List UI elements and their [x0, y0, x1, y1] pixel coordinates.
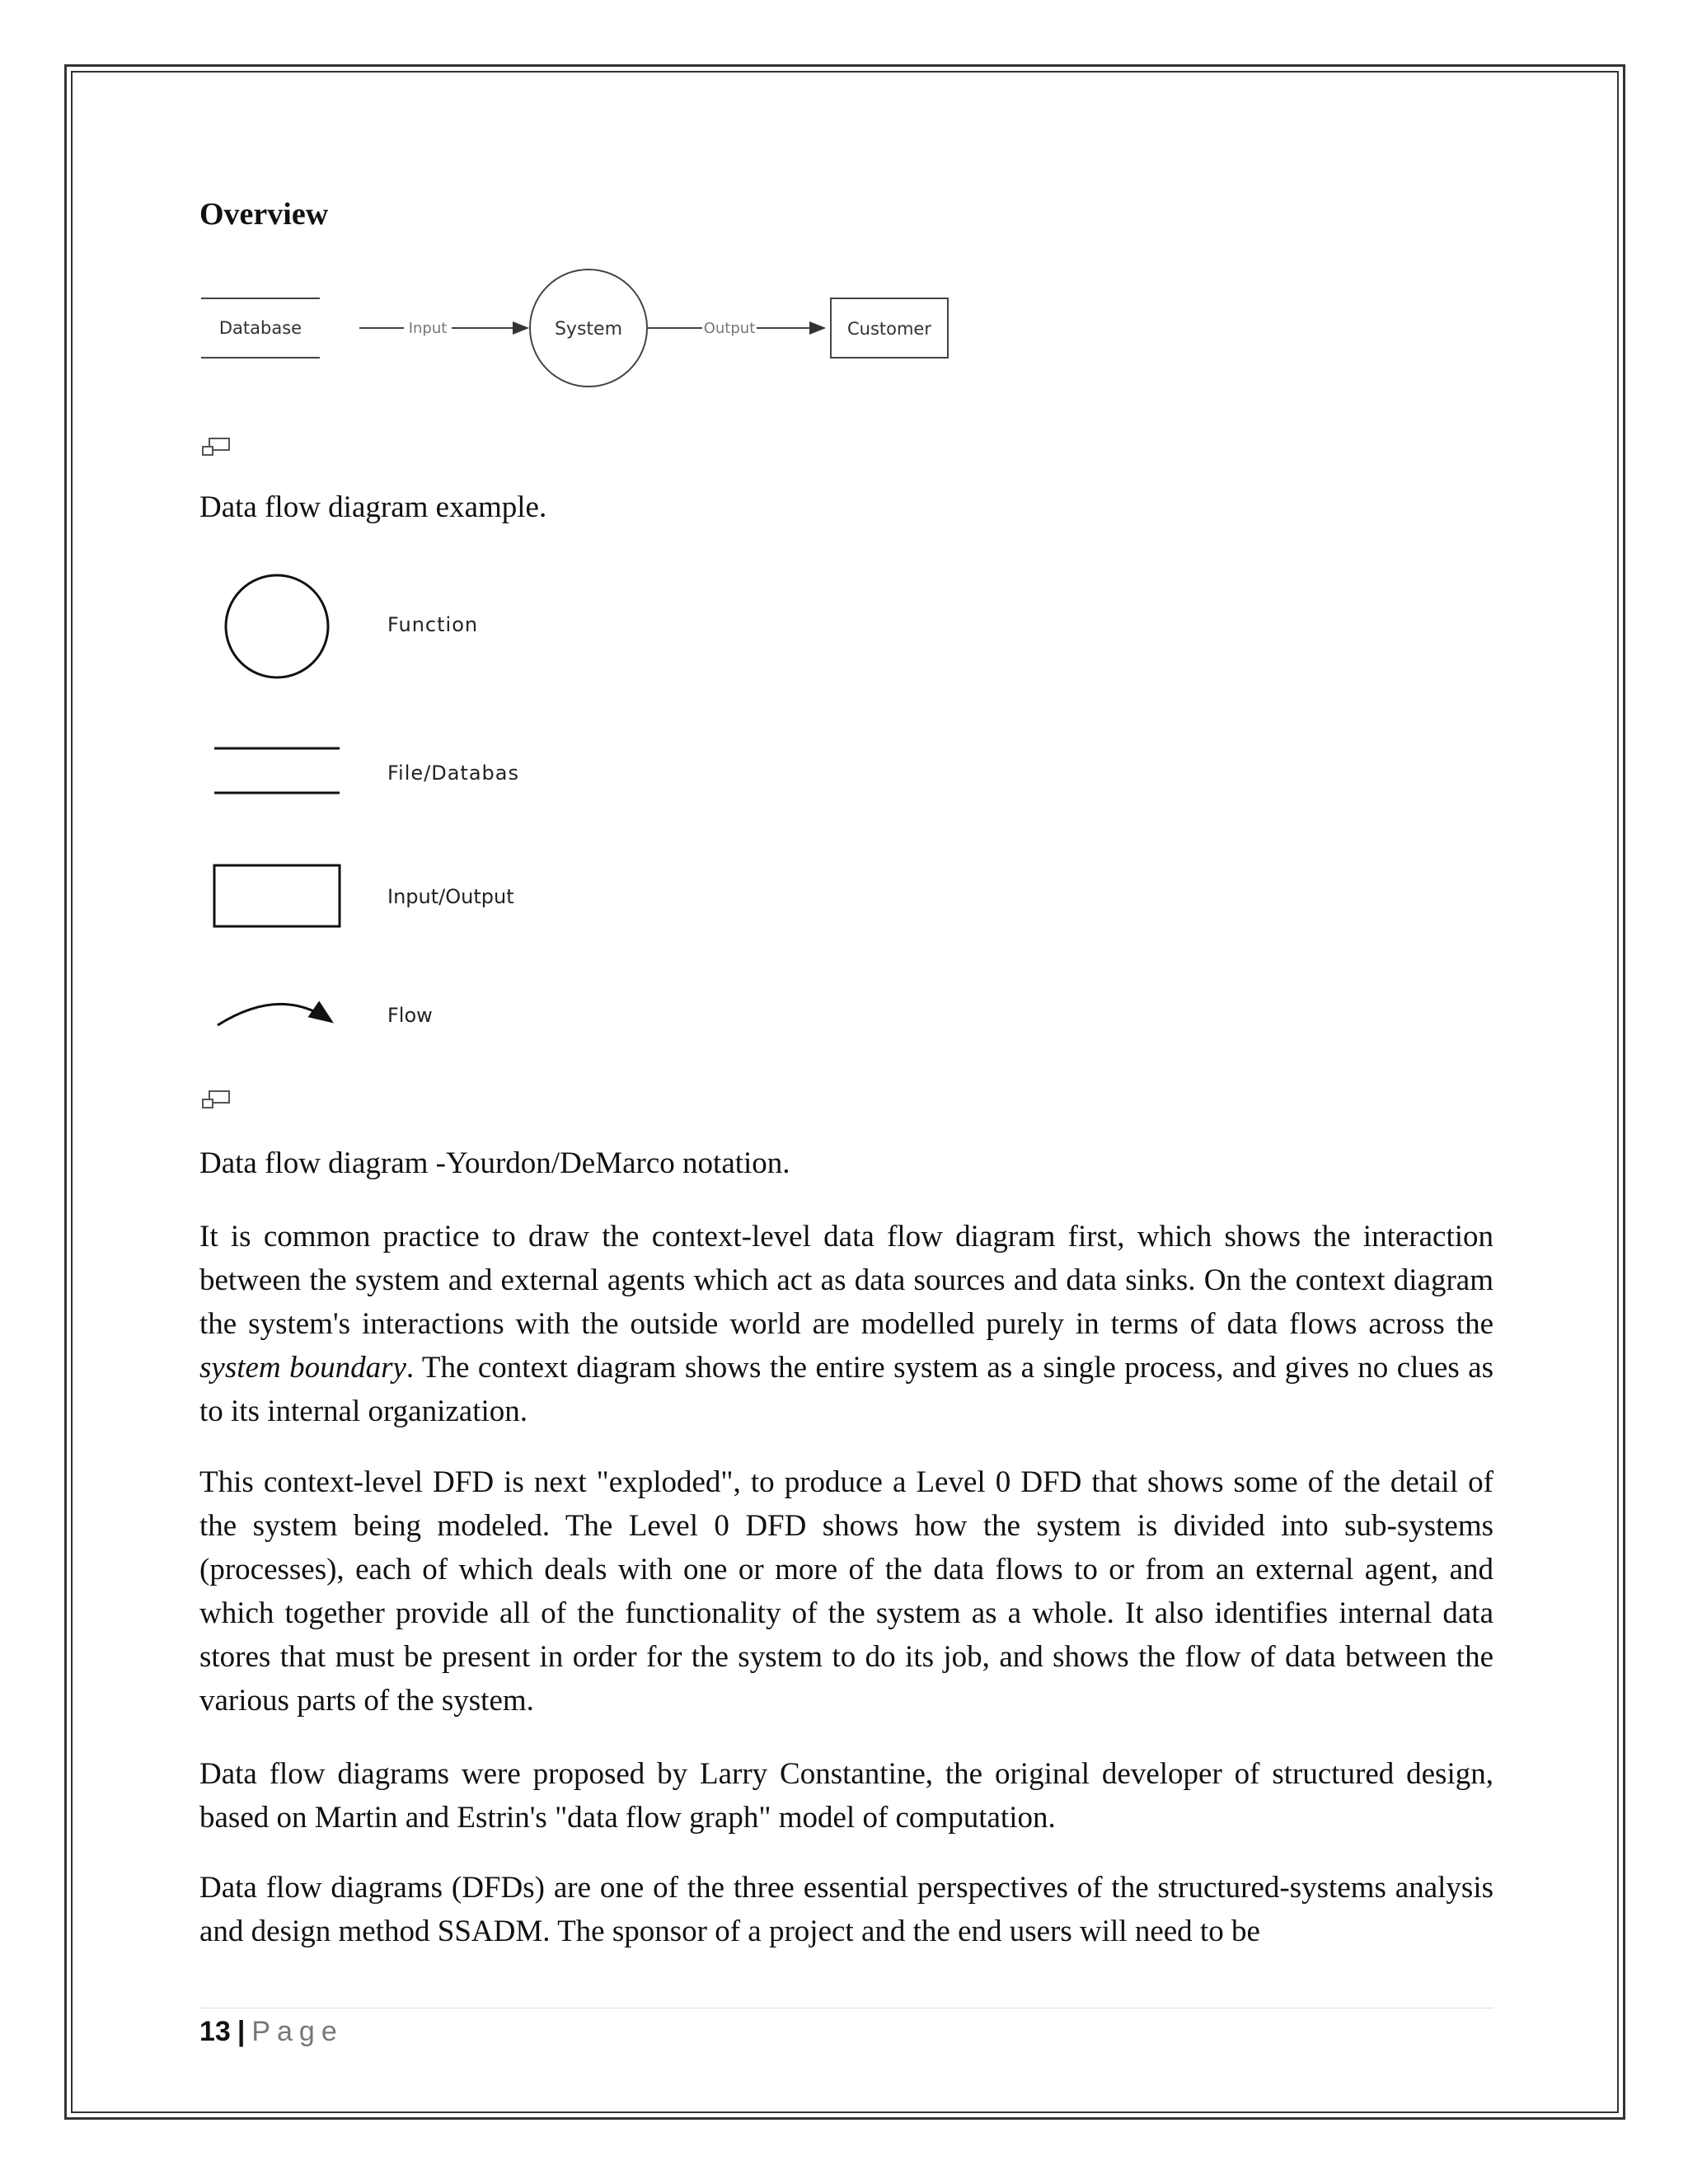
caption-notation: Data flow diagram -Yourdon/DeMarco notation.	[199, 1146, 790, 1180]
paragraph-text: It is common practice to draw the context-level data flow diagram first, which shows the interaction between the system and external agents which act as data sources and data sinks. On the context diagram the system's interactions with the outside world are modelled purely in terms of data flows across the	[199, 1220, 1493, 1341]
legend-function-label: Function	[387, 613, 479, 636]
page-label: Page	[251, 2016, 344, 2047]
paragraph-constantine: Data flow diagrams were proposed by Larry Constantine, the original developer of structured design, based on Martin and Estrin's "data flow graph" model of computation.	[199, 1757, 1493, 1835]
paragraph-context-diagram	[199, 1215, 1493, 1433]
input-label: Input	[408, 320, 448, 337]
page-footer	[199, 2016, 344, 2048]
caption-example: Data flow diagram example.	[199, 490, 547, 524]
input-output-symbol	[214, 865, 340, 926]
customer-label: Customer	[846, 319, 932, 339]
image-placeholder-icon	[201, 437, 231, 458]
emphasis-system-boundary: system boundary	[199, 1351, 406, 1385]
flow-symbol	[218, 1004, 330, 1025]
paragraph-ssadm: Data flow diagrams (DFDs) are one of the three essential perspectives of the structured-systems analysis and design method SSADM. The sponsor of a project and the end users will need to be	[199, 1871, 1493, 1948]
dfd-example-diagram	[195, 264, 953, 396]
legend-input-output-label: Input/Output	[387, 885, 514, 908]
notation-legend-symbols	[206, 569, 354, 1047]
legend-file-database-label: File/Databas	[387, 762, 519, 785]
section-heading: Overview	[199, 197, 329, 232]
system-label: System	[554, 319, 623, 340]
function-symbol	[226, 575, 328, 677]
database-label: Database	[218, 318, 302, 338]
paragraph-text: . The context diagram shows the entire system as a single process, and gives no clues as to its internal organization.	[199, 1351, 1493, 1428]
image-placeholder-icon	[201, 1090, 231, 1111]
paragraph-level0-dfd: This context-level DFD is next "exploded", to produce a Level 0 DFD that shows some of the detail of the system being modeled. The Level 0 DFD shows how the system is divided into sub-systems (processes), each of which deals with one or more of the data flows to or from an external agent, and which together provide all of the functionality of the system as a whole. It also identifies internal data stores that must be present in order for the system to do its job, and shows the flow of data between the various parts of the system.	[199, 1465, 1493, 1718]
footer-separator: |	[237, 2016, 246, 2047]
page-number: 13	[199, 2016, 231, 2047]
legend-flow-label: Flow	[387, 1004, 433, 1027]
output-label: Output	[703, 320, 756, 337]
